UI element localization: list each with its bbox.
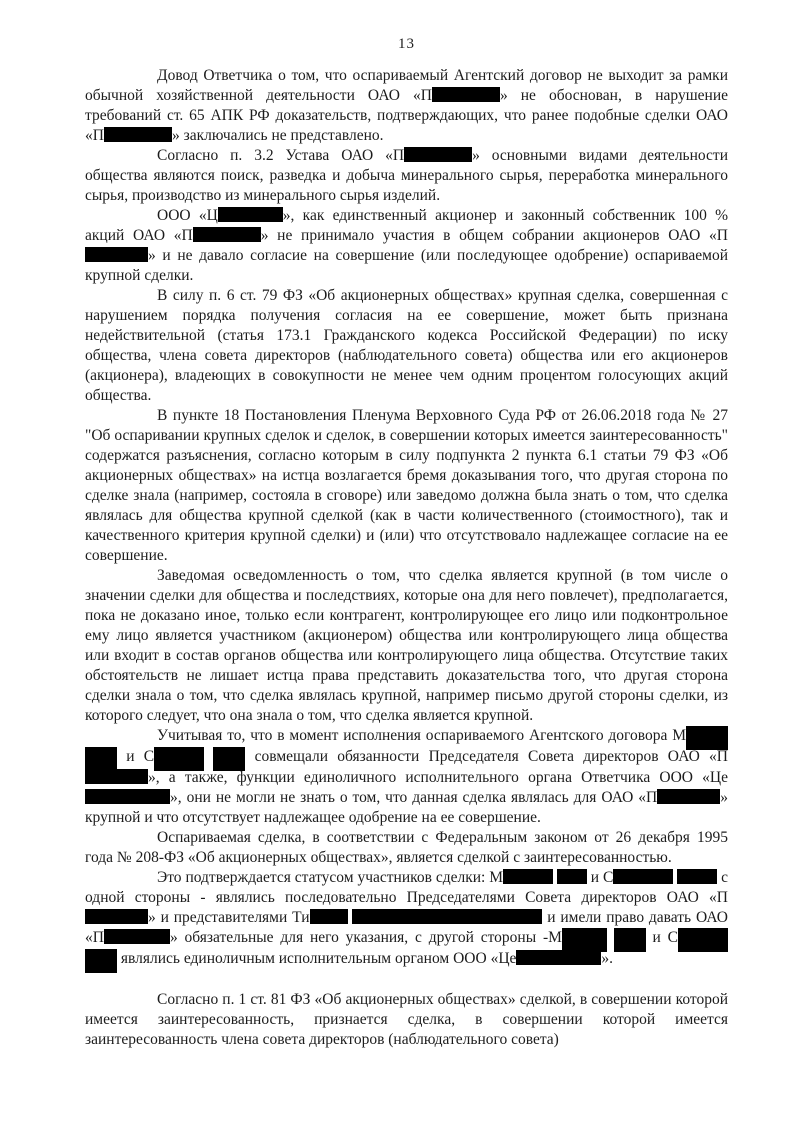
redaction-bar: [218, 207, 283, 222]
redaction-bar: [516, 950, 601, 965]
redaction-bar: [310, 909, 348, 924]
page-number: 13: [398, 36, 415, 52]
redaction-bar: [657, 789, 720, 804]
paragraph: Оспариваемая сделка, в соответствии с Федеральным законом от 26 декабря 1995 года № 208-ФЗ «Об акционерных обществах», является сделкой с заинтересованностью.: [85, 829, 728, 866]
redaction-bar: [352, 909, 542, 924]
redaction-bar: [154, 747, 204, 771]
redaction-bar: [404, 147, 472, 162]
paragraph: Согласно п. 3.2 Устава ОАО «П » основными видами деятельности общества являются поиск, разведка и добыча минерального сырья, переработка минерального сырья, производство из минерального сырья изделий.: [85, 147, 728, 204]
paragraph: В пункте 18 Постановления Пленума Верховного Суда РФ от 26.06.2018 года № 27 "Об оспаривании крупных сделок и сделок, в совершении которых имеется заинтересованность" содержатся разъяснения, согласно которым в силу подпункта 2 пункта 6.1 статьи 79 ФЗ «Об акционерных обществах» на истца возлагается бремя доказывания того, что другая сторона по сделке знала (например, состояла в сговоре) или заведомо должна была знать о том, что сделка являлась для общества крупной сделкой (как в части количественного (стоимостного), так и качественного критерия крупной сделки) и (или) что отсутствовало надлежащее согласие на ее совершение.: [85, 407, 728, 564]
redaction-bar: [686, 726, 728, 750]
redaction-bar: [613, 869, 673, 884]
redaction-bar: [503, 869, 553, 884]
redaction-bar: [557, 869, 587, 884]
paragraph: Согласно п. 1 ст. 81 ФЗ «Об акционерных обществах» сделкой, в совершении которой имеется заинтересованность, признается сделка, в совершении которой имеется заинтересованность члена совета директоров (наблюдательного совета): [85, 991, 728, 1048]
paragraph: Заведомая осведомленность о том, что сделка является крупной (в том числе о значении сделки для общества и последствиях, которые она для него повлечет), предполагается, пока не доказано иное, только если контрагент, контролирующее его лицо или подконтрольное ему лицо является участником (акционером) общества или контролирующего лица общества или входит в состав органов общества или контролирующего лица общества. Отсутствие таких обстоятельств не лишает истца права представить доказательства того, что другая сторона сделки знала о том, что сделка являлась крупной, например письмо другой стороны сделки, из которого следует, что она знала о том, что сделка является крупной.: [85, 567, 728, 724]
redaction-bar: [104, 929, 170, 944]
redaction-bar: [678, 928, 728, 952]
redaction-bar: [193, 227, 261, 242]
redaction-bar: [85, 769, 148, 784]
redaction-bar: [85, 949, 117, 973]
redaction-bar: [85, 909, 148, 924]
paragraph: В силу п. 6 ст. 79 ФЗ «Об акционерных обществах» крупная сделка, совершенная с нарушением порядка получения согласия на ее совершение, может быть признана недействительной (статья 173.1 Гражданского кодекса Российской Федерации) по иску общества, члена совета директоров (наблюдательного совета) общества или его акционеров (акционера), владеющих в совокупности не менее чем одним процентом голосующих акций общества.: [85, 287, 728, 404]
redaction-bar: [213, 747, 245, 771]
redaction-bar: [85, 247, 148, 262]
redaction-bar: [104, 127, 172, 142]
paragraph: Довод Ответчика о том, что оспариваемый Агентский договор не выходит за рамки обычной хозяйственной деятельности ОАО «П » не обоснован, в нарушение требований ст. 65 АПК РФ доказательств, подтверждающих, что ранее подобные сделки ОАО «П » заключались не представлено.: [85, 67, 729, 144]
paragraph: Учитывая то, что в момент исполнения оспариваемого Агентского договора М и С совмещали обязанности Председателя Совета директоров ОАО «П», а также, функции единоличного исполнительного органа Ответчика ООО «Це», они не могли не знать о том, что данная сделка являлась для ОАО «П » крупной и что отсутствует надлежащее одобрение на ее совершение.: [85, 727, 729, 826]
redaction-bar: [562, 928, 607, 952]
document-body: [85, 66, 728, 1050]
redaction-bar: [614, 928, 646, 952]
paragraph: ООО «Ц », как единственный акционер и законный собственник 100 % акций ОАО «П » не принимало участия в общем собрании акционеров ОАО «П» и не давало согласие на совершение (или последующее одобрение) оспариваемой крупной сделки.: [85, 207, 728, 284]
redaction-bar: [432, 87, 500, 102]
redaction-bar: [677, 869, 717, 884]
paragraph: Это подтверждается статусом участников сделки: М и С с одной стороны - являлись последовательно Председателями Совета директоров ОАО «П» и представителями Ти и имели право давать ОАО «П » обязательные для него указания, с другой стороны -М и С являлись единоличным исполнительным органом ООО «Це ».: [85, 868, 728, 970]
redaction-bar: [85, 789, 170, 804]
redaction-bar: [85, 747, 117, 771]
